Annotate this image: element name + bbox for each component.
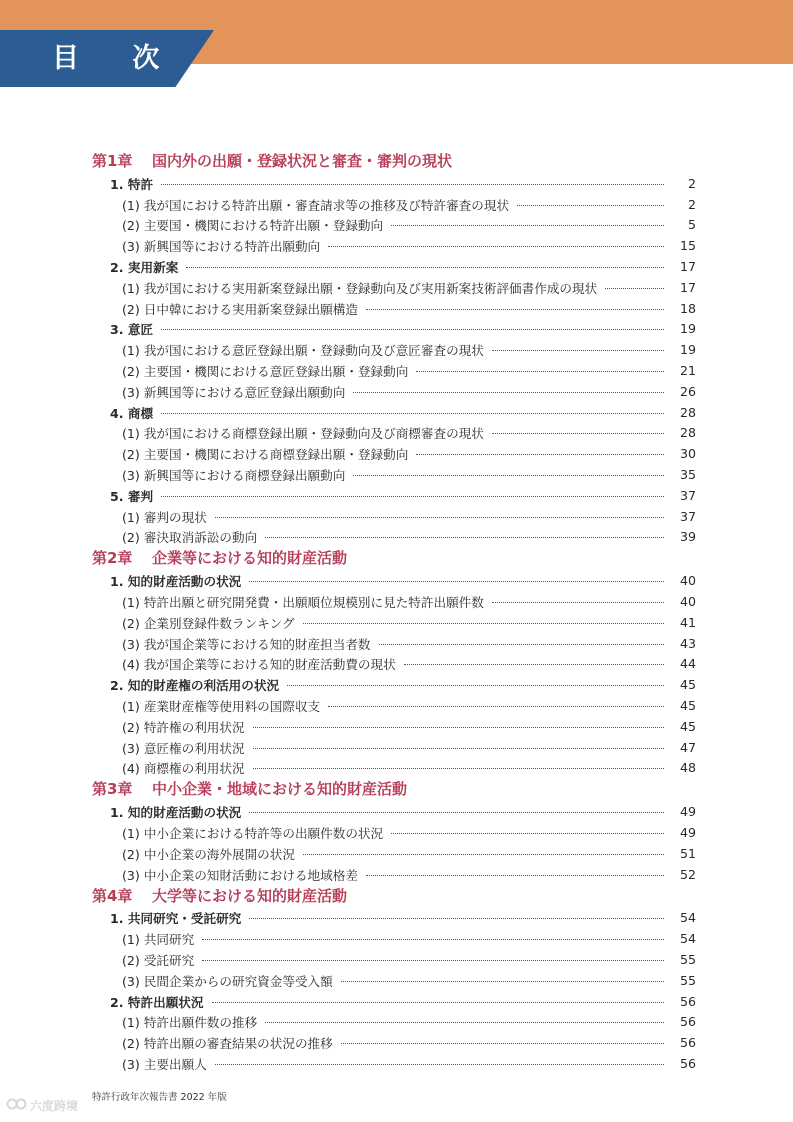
page-number: 52 — [679, 866, 696, 882]
dot-leader — [492, 602, 664, 603]
toc-section-label: 2. 特許出願状況 — [110, 994, 204, 1010]
watermark-logo-icon — [6, 1097, 28, 1111]
dot-leader — [161, 496, 664, 497]
toc-item-row — [92, 423, 696, 444]
page-number: 54 — [679, 931, 696, 947]
toc-item-label: (1) 我が国における特許出願・審査請求等の推移及び特許審査の現状 — [122, 197, 510, 213]
page-number: 37 — [679, 508, 696, 524]
page-number: 40 — [679, 594, 696, 610]
chapter-number: 第2章 — [92, 549, 133, 568]
toc-section-label: 1. 知的財産活動の状況 — [110, 574, 242, 590]
page-number: 41 — [679, 614, 696, 630]
page-number: 40 — [679, 573, 696, 589]
chapter-title: 中小企業・地域における知的財産活動 — [152, 780, 408, 799]
page-number: 44 — [679, 656, 696, 672]
toc-item-row — [92, 443, 696, 464]
page-number: 56 — [679, 993, 696, 1009]
chapter-number: 第4章 — [92, 886, 133, 905]
dot-leader — [303, 854, 664, 855]
toc-item-label: (2) 受託研究 — [122, 952, 195, 968]
toc-item-label: (1) 我が国における実用新案登録出願・登録動向及び実用新案技術評価書作成の現状 — [122, 280, 598, 296]
dot-leader — [404, 664, 664, 665]
dot-leader — [328, 706, 664, 707]
chapter-heading — [92, 885, 696, 908]
toc-section-label: 2. 知的財産権の利活用の状況 — [110, 678, 280, 694]
toc-item-label: (3) 中小企業の知財活動における地域格差 — [122, 867, 358, 883]
toc-item-label: (2) 特許権の利用状況 — [122, 719, 245, 735]
toc-item-label: (1) 特許出願件数の推移 — [122, 1015, 258, 1031]
toc-item-row — [92, 864, 696, 885]
page-number: 19 — [679, 342, 696, 358]
toc-section-label: 1. 共同研究・受託研究 — [110, 911, 242, 927]
toc-item-label: (1) 共同研究 — [122, 932, 195, 948]
toc-item-row — [92, 1032, 696, 1053]
toc-item-label: (3) 新興国等における特許出願動向 — [122, 239, 321, 255]
page-number: 56 — [679, 1014, 696, 1030]
toc-section-label: 1. 特許 — [110, 176, 154, 192]
toc-item-label: (2) 主要国・機関における商標登録出願・登録動向 — [122, 447, 409, 463]
dot-leader — [253, 768, 664, 769]
toc-item-row — [92, 339, 696, 360]
dot-leader — [253, 748, 664, 749]
toc-item-row — [92, 194, 696, 215]
toc-item-row — [92, 277, 696, 298]
dot-leader — [416, 454, 664, 455]
dot-leader — [391, 833, 664, 834]
dot-leader — [287, 685, 664, 686]
toc-item-label: (4) 商標権の利用状況 — [122, 761, 245, 777]
dot-leader — [353, 392, 664, 393]
chapter-title: 大学等における知的財産活動 — [152, 886, 348, 905]
page-number: 49 — [679, 804, 696, 820]
page-number: 45 — [679, 718, 696, 734]
toc-item-label: (2) 企業別登録件数ランキング — [122, 615, 295, 631]
toc-item-row — [92, 1011, 696, 1032]
page-number: 47 — [679, 739, 696, 755]
toc-item-label: (3) 新興国等における商標登録出願動向 — [122, 468, 346, 484]
toc-item-row — [92, 928, 696, 949]
toc-item-label: (2) 主要国・機関における意匠登録出願・登録動向 — [122, 364, 409, 380]
toc-item-label: (3) 新興国等における意匠登録出願動向 — [122, 384, 346, 400]
dot-leader — [341, 1043, 664, 1044]
page-number: 55 — [679, 951, 696, 967]
toc-item-row — [92, 464, 696, 485]
toc-section-row — [92, 991, 696, 1012]
page-number: 45 — [679, 698, 696, 714]
dot-leader — [366, 309, 664, 310]
dot-leader — [265, 537, 664, 538]
toc-section-row — [92, 173, 696, 194]
toc-item-label: (1) 我が国における意匠登録出願・登録動向及び意匠審査の現状 — [122, 343, 484, 359]
dot-leader — [517, 205, 664, 206]
toc-item-label: (1) 特許出願と研究開発費・出願順位規模別に見た特許出願件数 — [122, 595, 484, 611]
chapter-title: 企業等における知的財産活動 — [152, 549, 348, 568]
page-number: 55 — [679, 972, 696, 988]
toc-item-label: (3) 主要出願人 — [122, 1056, 207, 1072]
dot-leader — [253, 727, 664, 728]
toc-item-row — [92, 235, 696, 256]
toc-item-row — [92, 215, 696, 236]
dot-leader — [379, 644, 664, 645]
page-number: 49 — [679, 825, 696, 840]
toc-item-label: (2) 特許出願の審査結果の状況の推移 — [122, 1036, 333, 1052]
page-title: 目 次 — [52, 43, 182, 74]
dot-leader — [202, 960, 664, 961]
toc-item-row — [92, 822, 696, 843]
toc-section-row — [92, 570, 696, 591]
toc-item-row — [92, 949, 696, 970]
page-number: 37 — [679, 487, 696, 503]
toc-section-row — [92, 485, 696, 506]
dot-leader — [249, 812, 664, 813]
toc-section-label: 5. 審判 — [110, 488, 154, 504]
toc-section-label: 2. 実用新案 — [110, 260, 179, 276]
page-number: 56 — [679, 1055, 696, 1071]
footer-text: 特許行政年次報告書 2022 年版 — [92, 1092, 227, 1103]
chapter-number: 第3章 — [92, 780, 133, 799]
page-number: 56 — [679, 1035, 696, 1051]
page-number: 48 — [679, 760, 696, 776]
toc-item-row — [92, 716, 696, 737]
toc-section-row — [92, 402, 696, 423]
toc-item-row — [92, 843, 696, 864]
page-number: 2 — [687, 196, 696, 212]
toc-item-label: (1) 中小企業における特許等の出願件数の状況 — [122, 826, 384, 841]
toc-item-label: (3) 意匠権の利用状況 — [122, 740, 245, 756]
page-number: 28 — [679, 425, 696, 441]
dot-leader — [215, 1064, 664, 1065]
toc-item-row — [92, 633, 696, 654]
chapter-heading — [92, 778, 696, 801]
toc-item-row — [92, 737, 696, 758]
page-number: 2 — [687, 175, 696, 191]
toc-section-label: 4. 商標 — [110, 405, 154, 421]
page-number: 28 — [679, 404, 696, 420]
dot-leader — [249, 918, 664, 919]
watermark-text: 六度跨境 — [30, 1099, 79, 1113]
toc-item-label: (2) 主要国・機関における特許出願・登録動向 — [122, 218, 384, 234]
toc-item-label: (1) 我が国における商標登録出願・登録動向及び商標審査の現状 — [122, 426, 484, 442]
toc-section-label: 3. 意匠 — [110, 322, 154, 338]
toc-item-row — [92, 695, 696, 716]
toc-item-label: (3) 我が国企業等における知的財産担当者数 — [122, 636, 371, 652]
page-number: 19 — [679, 321, 696, 337]
toc-item-row — [92, 381, 696, 402]
dot-leader — [492, 350, 664, 351]
dot-leader — [265, 1022, 664, 1023]
dot-leader — [161, 329, 664, 330]
toc-item-row — [92, 970, 696, 991]
dot-leader — [186, 267, 664, 268]
toc-section-label: 1. 知的財産活動の状況 — [110, 805, 242, 821]
toc-item-row — [92, 506, 696, 527]
toc-item-label: (2) 中小企業の海外展開の状況 — [122, 846, 295, 862]
toc-item-row — [92, 758, 696, 779]
dot-leader — [353, 475, 664, 476]
page-number: 43 — [679, 635, 696, 651]
toc-item-row — [92, 527, 696, 548]
page-number: 54 — [679, 910, 696, 926]
page-number: 45 — [679, 677, 696, 693]
toc-item-label: (1) 審判の現状 — [122, 509, 207, 525]
page-number: 17 — [679, 259, 696, 275]
page-number: 30 — [679, 446, 696, 462]
dot-leader — [605, 288, 664, 289]
page-number: 5 — [687, 217, 696, 233]
dot-leader — [249, 581, 664, 582]
dot-leader — [161, 413, 664, 414]
dot-leader — [416, 371, 664, 372]
toc-item-row — [92, 1053, 696, 1074]
page-number: 15 — [679, 238, 696, 254]
dot-leader — [366, 875, 664, 876]
toc-item-label: (2) 日中韓における実用新案登録出願構造 — [122, 301, 358, 317]
chapter-heading — [92, 547, 696, 570]
page-number: 21 — [679, 363, 696, 379]
toc-item-row — [92, 298, 696, 319]
page-number: 51 — [679, 845, 696, 861]
dot-leader — [341, 981, 664, 982]
chapter-number: 第1章 — [92, 152, 133, 170]
toc-item-row — [92, 612, 696, 633]
toc-item-row — [92, 654, 696, 675]
toc-item-row — [92, 360, 696, 381]
toc-section-row — [92, 256, 696, 277]
page-number: 26 — [679, 383, 696, 399]
toc-section-row — [92, 674, 696, 695]
toc-item-label: (1) 産業財産権等使用料の国際収支 — [122, 699, 321, 715]
toc-item-label: (2) 審決取消訴訟の動向 — [122, 530, 258, 546]
table-of-contents — [92, 150, 696, 1074]
dot-leader — [303, 623, 664, 624]
toc-section-row — [92, 319, 696, 340]
page-number: 35 — [679, 467, 696, 483]
dot-leader — [492, 433, 664, 434]
toc-section-row — [92, 908, 696, 929]
dot-leader — [161, 184, 664, 185]
dot-leader — [202, 939, 664, 940]
dot-leader — [391, 225, 664, 226]
dot-leader — [215, 517, 664, 518]
toc-item-label: (3) 民間企業からの研究資金等受入額 — [122, 973, 333, 989]
toc-item-label: (4) 我が国企業等における知的財産活動費の現状 — [122, 657, 396, 673]
dot-leader — [328, 246, 664, 247]
toc-item-row — [92, 591, 696, 612]
page-number: 17 — [679, 279, 696, 295]
page-number: 39 — [679, 529, 696, 545]
page-number: 18 — [679, 300, 696, 316]
toc-section-row — [92, 801, 696, 822]
chapter-heading — [92, 150, 696, 173]
dot-leader — [212, 1002, 665, 1003]
chapter-title: 国内外の出願・登録状況と審査・審判の現状 — [152, 152, 453, 170]
